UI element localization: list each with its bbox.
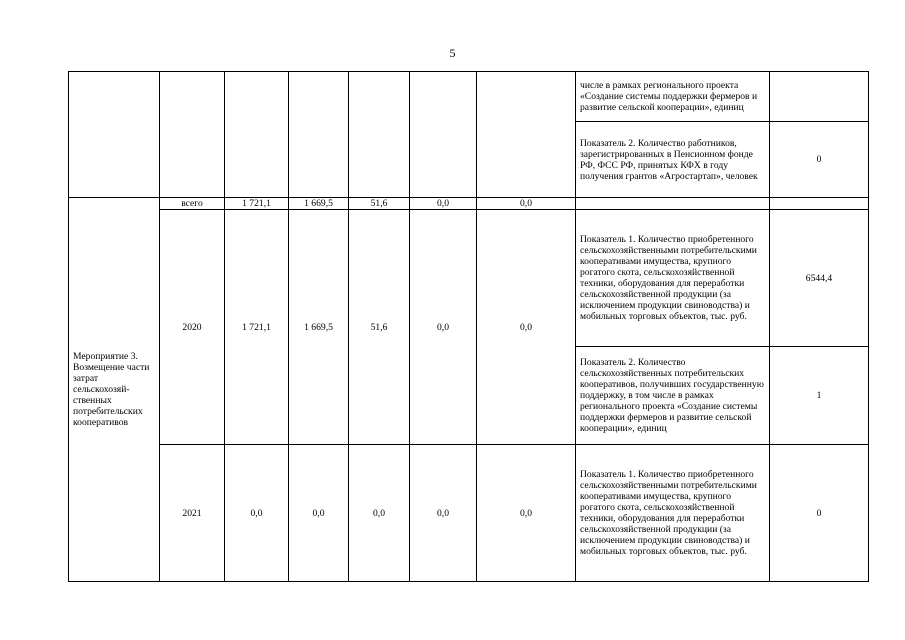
- value-cell: 0,0: [410, 445, 477, 582]
- row-label: всего: [160, 198, 225, 210]
- empty-cell: [160, 72, 225, 198]
- indicator-text: Показатель 1. Количество приобретенного сельскохозяйственными потребительскими кооперативами имущества, крупного рогатого скота, сельскохозяйственной техники, оборудования для переработки сельскохозяйственной продукции (за исключением продукции свиноводства) и мобильных торговых объектов, тыс. руб.: [576, 210, 770, 347]
- value-cell: 0,0: [225, 445, 289, 582]
- value-cell: 0,0: [410, 198, 477, 210]
- indicator-text: Показатель 2. Количество работников, зарегистрированных в Пенсионном фонде РФ, ФСС РФ, принятых КФХ в году получения грантов «Агростартап», человек: [576, 122, 770, 198]
- empty-cell: [225, 72, 289, 198]
- table-row: [69, 72, 869, 122]
- year-cell: 2020: [160, 210, 225, 445]
- empty-cell: [410, 72, 477, 198]
- value-cell: 1 669,5: [289, 198, 349, 210]
- table-row-total: [69, 198, 869, 210]
- measure-name: Мероприятие 3. Возмещение части затрат сельскохозяй-ственных потребительских кооперативов: [69, 198, 160, 582]
- empty-cell: [770, 198, 869, 210]
- empty-cell: [576, 198, 770, 210]
- value-cell: 51,6: [349, 210, 410, 445]
- program-table: [68, 71, 869, 582]
- indicator-value: 1: [770, 347, 869, 445]
- value-cell: 1 669,5: [289, 210, 349, 445]
- value-cell: 0,0: [477, 210, 576, 445]
- value-cell: 1 721,1: [225, 198, 289, 210]
- empty-cell: [289, 72, 349, 198]
- value-cell: 0,0: [477, 198, 576, 210]
- page-number: 5: [449, 46, 456, 60]
- indicator-text: Показатель 1. Количество приобретенного сельскохозяйственными потребительскими кооперативами имущества, крупного рогатого скота, сельскохозяйственной техники, оборудования для переработки сельскохозяйственной продукции (за исключением продукции свиноводства) и мобильных торговых объектов, тыс. руб.: [576, 445, 770, 582]
- value-cell: 1 721,1: [225, 210, 289, 445]
- indicator-text: числе в рамках регионального проекта «Создание системы поддержки фермеров и развитие сельской кооперации», единиц: [576, 72, 770, 122]
- empty-cell: [477, 72, 576, 198]
- indicator-value: [770, 72, 869, 122]
- year-cell: 2021: [160, 445, 225, 582]
- value-cell: 0,0: [289, 445, 349, 582]
- table-row-2021: [69, 445, 869, 582]
- empty-cell: [349, 72, 410, 198]
- value-cell: 0,0: [477, 445, 576, 582]
- indicator-value: 0: [770, 122, 869, 198]
- table-row-2020: [69, 210, 869, 347]
- indicator-value: 6544,4: [770, 210, 869, 347]
- empty-cell: [69, 72, 160, 198]
- indicator-value: 0: [770, 445, 869, 582]
- value-cell: 0,0: [349, 445, 410, 582]
- value-cell: 51,6: [349, 198, 410, 210]
- indicator-text: Показатель 2. Количество сельскохозяйственных потребительских кооперативов, получивших государственную поддержку, в том числе в рамках регионального проекта «Создание системы поддержки фермеров и развитие сельской кооперации», единиц: [576, 347, 770, 445]
- value-cell: 0,0: [410, 210, 477, 445]
